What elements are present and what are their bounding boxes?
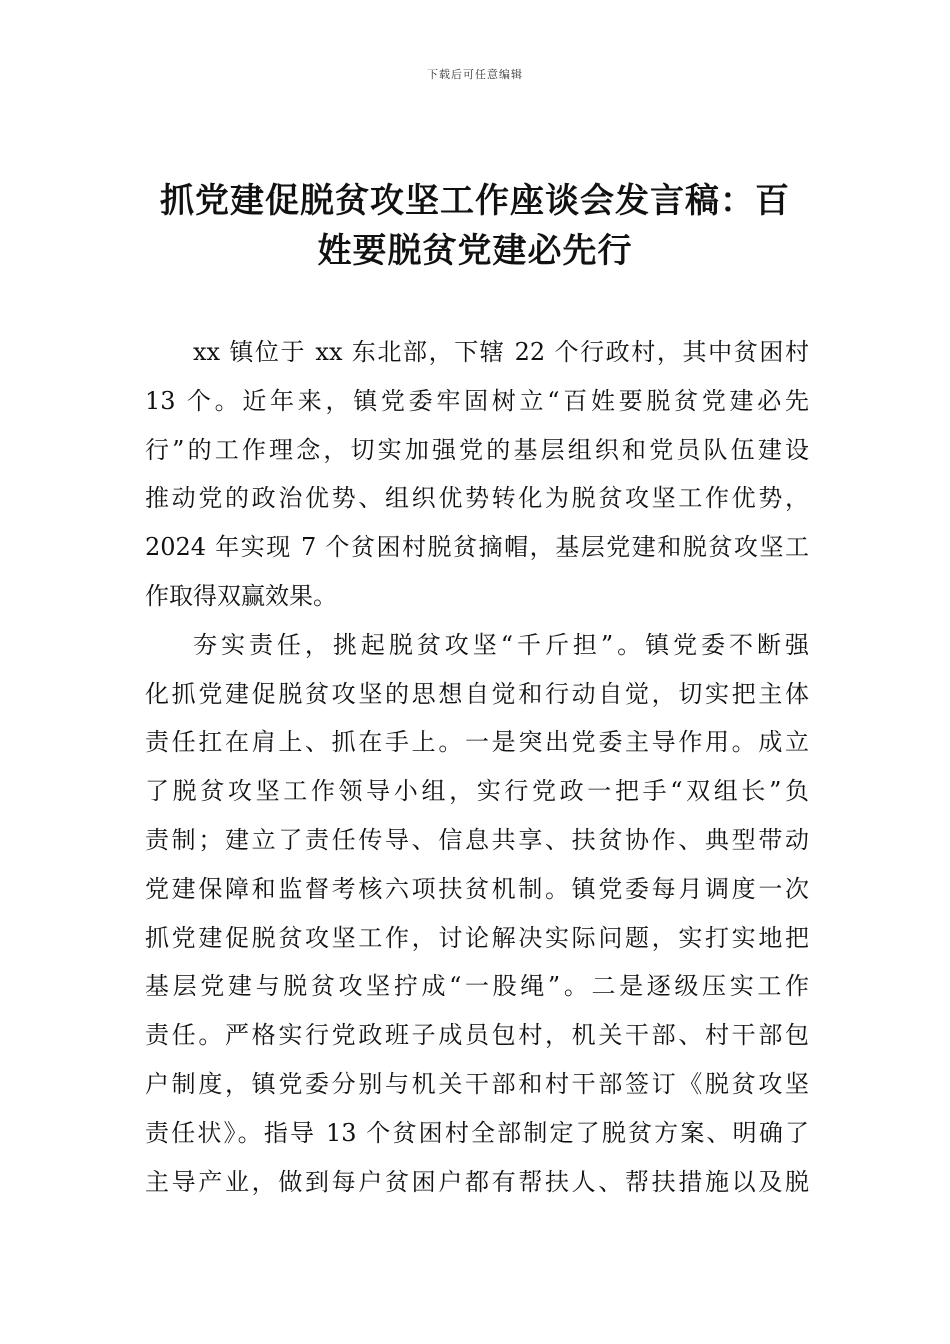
text-line: 党建保障和监督考核六项扶贫机制。镇党委每月调度一次 (145, 874, 809, 903)
text-line: 行”的工作理念，切实加强党的基层组织和党员队伍建设 (145, 435, 809, 464)
text-line: 责任。严格实行党政班子成员包村，机关干部、村干部包 (145, 1021, 809, 1050)
text-line: 夯实责任，挑起脱贫攻坚“千斤担”。镇党委不断强 (193, 630, 809, 659)
text-line: 抓党建促脱贫攻坚工作，讨论解决实际问题，实打实地把 (145, 923, 809, 952)
document-body (145, 328, 809, 1206)
text-line: 基层党建与脱贫攻坚拧成“一股绳”。二是逐级压实工作 (145, 972, 809, 1001)
header-note: 下载后可任意编辑 (427, 68, 523, 81)
text-line: 责任扛在肩上、抓在手上。一是突出党委主导作用。成立 (145, 728, 809, 757)
text-line: 作取得双赢效果。 (145, 581, 337, 610)
text-line: 责任状》。指导 13 个贫困村全部制定了脱贫方案、明确了 (145, 1118, 809, 1147)
text-line: 责制；建立了责任传导、信息共享、扶贫协作、典型带动 (145, 825, 809, 854)
paragraph (145, 328, 809, 621)
text-line: 主导产业，做到每户贫困户都有帮扶人、帮扶措施以及脱 (145, 1167, 809, 1196)
document-title (140, 176, 810, 276)
text-line: 推动党的政治优势、组织优势转化为脱贫攻坚工作优势， (145, 484, 809, 513)
title-line: 抓党建促脱贫攻坚工作座谈会发言稿：百 (160, 181, 790, 221)
text-line: 了脱贫攻坚工作领导小组，实行党政一把手“双组长”负 (145, 777, 809, 806)
text-line: 13 个。近年来，镇党委牢固树立“百姓要脱贫党建必先 (145, 386, 809, 415)
text-line: xx 镇位于 xx 东北部，下辖 22 个行政村，其中贫困村 (193, 338, 809, 366)
title-line: 姓要脱贫党建必先行 (317, 231, 633, 271)
paragraph (145, 621, 809, 1207)
text-line: 化抓党建促脱贫攻坚的思想自觉和行动自觉，切实把主体 (145, 679, 809, 708)
text-line: 2024 年实现 7 个贫困村脱贫摘帽，基层党建和脱贫攻坚工 (145, 533, 809, 562)
text-line: 户制度，镇党委分别与机关干部和村干部签订《脱贫攻坚 (145, 1069, 809, 1098)
